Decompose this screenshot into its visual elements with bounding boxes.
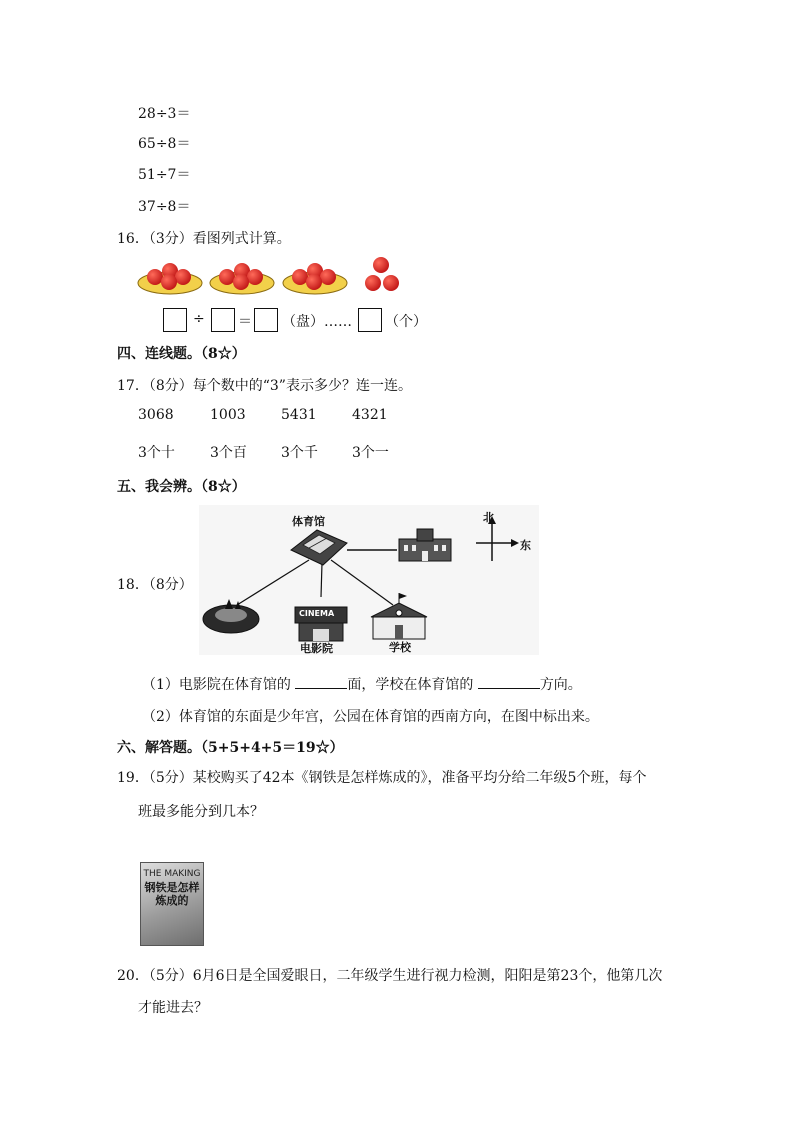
gym-label: 体育馆 bbox=[292, 515, 325, 528]
question-20-line-1: 20．（5分）6月6日是全国爱眼日，二年级学生进行视力检测，阳阳是第23个，他第几次 bbox=[117, 968, 663, 984]
blank-2[interactable] bbox=[478, 674, 540, 689]
answer-box-3[interactable] bbox=[254, 308, 278, 332]
plate-2 bbox=[210, 263, 274, 294]
apple-plates-image bbox=[135, 253, 425, 303]
equation-2: 65÷8＝ bbox=[138, 136, 191, 152]
equation-3: 51÷7＝ bbox=[138, 167, 191, 183]
map-lines bbox=[199, 505, 539, 655]
question-18-part-2: （2）体育馆的东面是少年宫，公园在体育馆的西南方向，在图中标出来。 bbox=[142, 709, 599, 725]
number-1[interactable]: 3068 bbox=[138, 407, 174, 423]
question-18-stem: 18．（8分） bbox=[117, 577, 193, 593]
equals-sign: ＝ bbox=[238, 314, 252, 330]
book-title-en: THE MAKING bbox=[143, 869, 201, 879]
unit-plate-label: （盘）…… bbox=[282, 314, 352, 330]
school-label: 学校 bbox=[389, 641, 411, 654]
question-20-line-2: 才能进去？ bbox=[138, 1000, 208, 1016]
question-19-line-2: 班最多能分到几本？ bbox=[138, 804, 264, 820]
east-label: 东 bbox=[520, 539, 531, 552]
option-3[interactable]: 3个千 bbox=[281, 445, 318, 461]
answer-box-4[interactable] bbox=[358, 308, 382, 332]
q18-p1-text-c: 方向。 bbox=[539, 677, 582, 693]
option-4[interactable]: 3个一 bbox=[352, 445, 389, 461]
q18-p1-text-a: （1）电影院在体育馆的 bbox=[142, 677, 296, 693]
number-3[interactable]: 5431 bbox=[281, 407, 317, 423]
answer-box-1[interactable] bbox=[163, 308, 187, 332]
plate-3 bbox=[283, 263, 347, 294]
section-5-title: 五、我会辨。（8☆） bbox=[117, 479, 246, 495]
book-cover-image bbox=[140, 862, 204, 946]
loose-apples bbox=[365, 257, 399, 291]
north-label: 北 bbox=[483, 511, 494, 524]
plate-1 bbox=[138, 263, 202, 294]
divide-sign: ÷ bbox=[193, 311, 205, 327]
number-4[interactable]: 4321 bbox=[352, 407, 388, 423]
question-17-stem: 17．（8分）每个数中的“3”表示多少？连一连。 bbox=[117, 378, 412, 394]
section-4-title: 四、连线题。（8☆） bbox=[117, 346, 246, 362]
blank-1[interactable] bbox=[295, 674, 347, 689]
q18-p1-text-b: 面，学校在体育馆的 bbox=[347, 677, 478, 693]
option-2[interactable]: 3个百 bbox=[210, 445, 247, 461]
number-2[interactable]: 1003 bbox=[210, 407, 246, 423]
equation-1: 28÷3＝ bbox=[138, 106, 191, 122]
unit-each-label: （个） bbox=[385, 314, 427, 330]
question-18-part-1 bbox=[142, 674, 582, 694]
answer-box-2[interactable] bbox=[211, 308, 235, 332]
question-16-stem: 16．（3分）看图列式计算。 bbox=[117, 231, 291, 247]
cinema-sign: CINEMA bbox=[299, 609, 335, 618]
option-1[interactable]: 3个十 bbox=[138, 445, 175, 461]
section-6-title: 六、解答题。（5+5+4+5＝19☆） bbox=[117, 740, 344, 756]
map-diagram bbox=[199, 505, 539, 655]
book-title-cn: 钢铁是怎样炼成的 bbox=[144, 881, 200, 907]
cinema-label: 电影院 bbox=[300, 642, 333, 655]
equation-4: 37÷8＝ bbox=[138, 199, 191, 215]
question-19-line-1: 19．（5分）某校购买了42本《钢铁是怎样炼成的》，准备平均分给二年级5个班，每个 bbox=[117, 770, 647, 786]
